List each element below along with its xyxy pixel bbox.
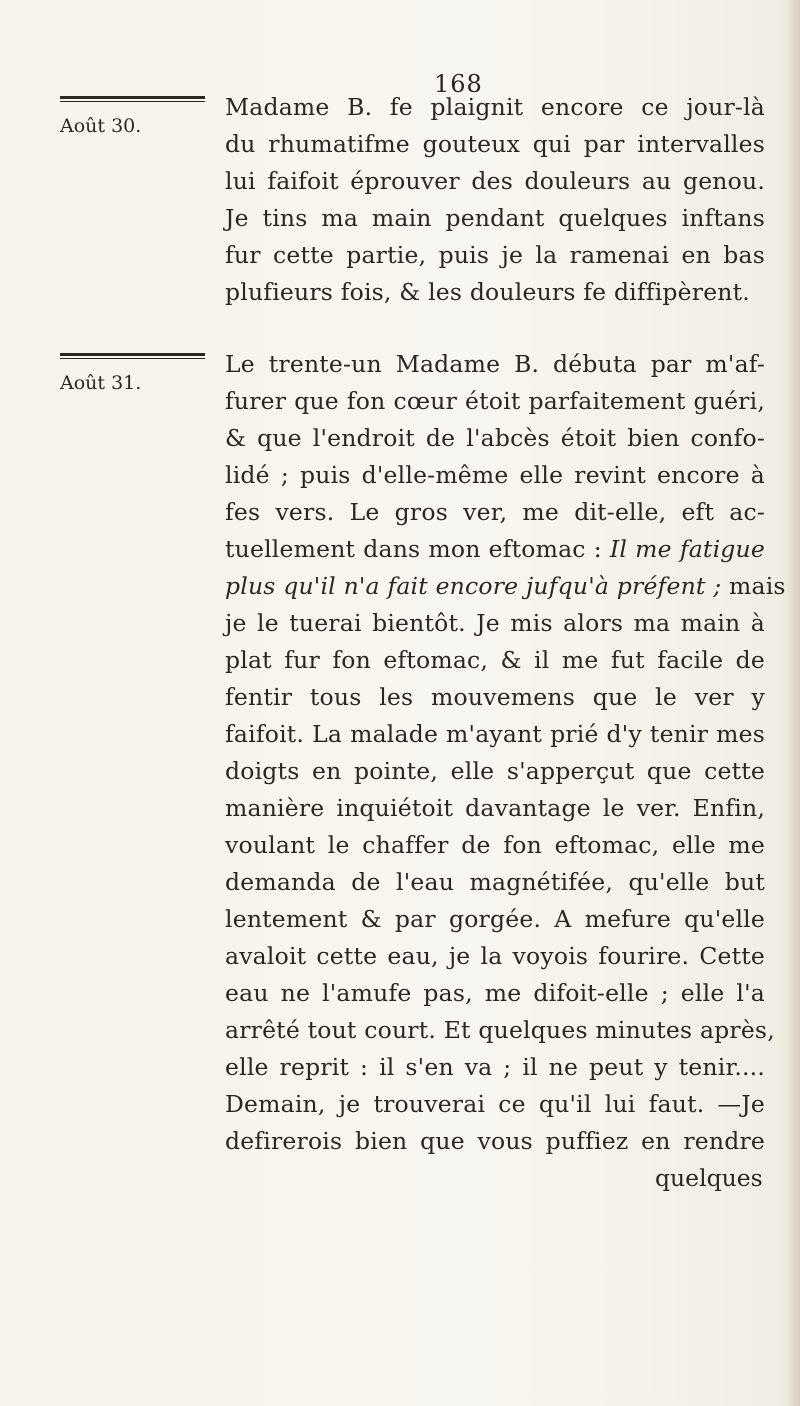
text-line: plufieurs fois, & les douleurs fe diffipèrent. bbox=[225, 278, 750, 306]
text-line: fes vers. Le gros ver, me dit-elle, eft ac- bbox=[225, 498, 765, 526]
catchword: quelques bbox=[655, 1164, 763, 1192]
text-line: lentement & par gorgée. A mefure qu'elle bbox=[225, 905, 765, 933]
text-line: elle reprit : il s'en va ; il ne peut y tenir.... bbox=[225, 1053, 765, 1081]
text-line: Le trente-un Madame B. débuta par m'af- bbox=[225, 350, 765, 378]
text-line: manière inquiétoit davantage le ver. Enfin, bbox=[225, 794, 765, 822]
text-italic: Il me fatigue bbox=[609, 535, 765, 563]
text-line: lui faifoit éprouver des douleurs au genou. bbox=[225, 167, 765, 195]
text-line: je le tuerai bientôt. Je mis alors ma main à bbox=[225, 609, 765, 637]
text-line: doigts en pointe, elle s'apperçut que cette bbox=[225, 757, 765, 785]
section-divider-rule bbox=[60, 96, 205, 101]
margin-date-aout-31: Août 31. bbox=[60, 372, 142, 394]
text-line: defirerois bien que vous puffiez en rendre bbox=[225, 1127, 765, 1155]
text-line: demanda de l'eau magnétifée, qu'elle but bbox=[225, 868, 765, 896]
text-line: Madame B. fe plaignit encore ce jour-là bbox=[225, 93, 765, 121]
page-number: 168 bbox=[434, 70, 483, 98]
text-italic: plus qu'il n'a fait encore jufqu'à préfent ; bbox=[225, 572, 722, 600]
text-line: voulant le chaffer de fon eftomac, elle me bbox=[225, 831, 765, 859]
text-line: furer que fon cœur étoit parfaitement guéri, bbox=[225, 387, 765, 415]
text-roman: mais bbox=[721, 572, 786, 600]
text-line: faifoit. La malade m'ayant prié d'y tenir mes bbox=[225, 720, 765, 748]
text-line-mixed bbox=[225, 535, 765, 563]
text-line: & que l'endroit de l'abcès étoit bien confo- bbox=[225, 424, 765, 452]
text-line: du rhumatifme gouteux qui par intervalles bbox=[225, 130, 765, 158]
text-line: eau ne l'amufe pas, me difoit-elle ; elle l'a bbox=[225, 979, 765, 1007]
text-line: lidé ; puis d'elle-même elle revint encore à bbox=[225, 461, 765, 489]
page-edge-shadow bbox=[786, 0, 800, 1406]
margin-date-aout-30: Août 30. bbox=[60, 115, 142, 137]
text-roman: tuellement dans mon eftomac : bbox=[225, 535, 610, 563]
text-line: avaloit cette eau, je la voyois fourire. Cette bbox=[225, 942, 765, 970]
text-line-mixed bbox=[225, 572, 786, 600]
section-divider-rule bbox=[60, 353, 205, 358]
text-line: arrêté tout court. Et quelques minutes après, bbox=[225, 1016, 775, 1044]
text-line: fur cette partie, puis je la ramenai en bas bbox=[225, 241, 765, 269]
text-line: Je tins ma main pendant quelques inftans bbox=[225, 204, 765, 232]
text-line: fentir tous les mouvemens que le ver y bbox=[225, 683, 765, 711]
text-line: Demain, je trouverai ce qu'il lui faut. —Je bbox=[225, 1090, 765, 1118]
text-line: plat fur fon eftomac, & il me fut facile de bbox=[225, 646, 765, 674]
